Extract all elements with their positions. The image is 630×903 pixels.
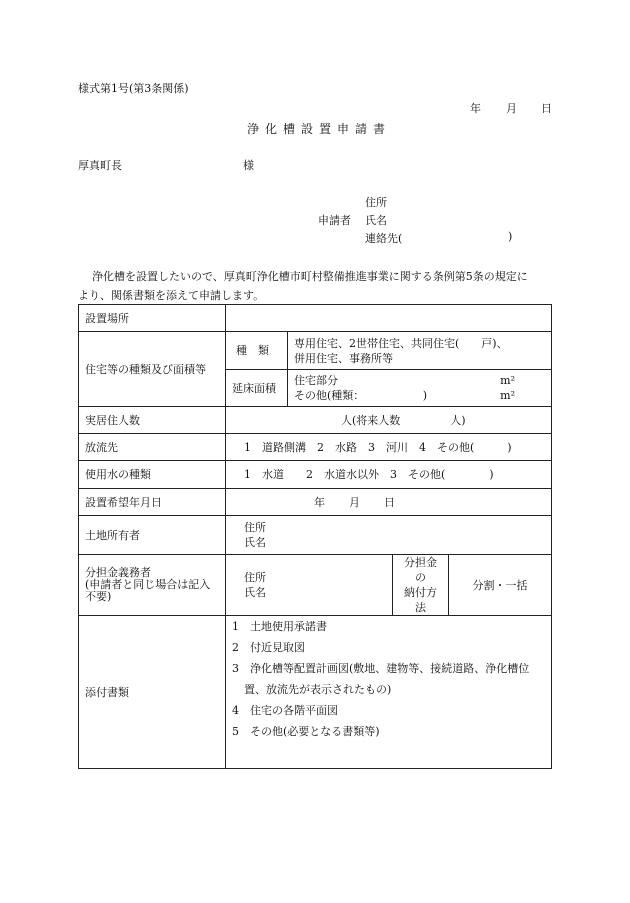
date-year-label: 年 xyxy=(470,102,481,115)
residents-value-cell[interactable] xyxy=(226,407,552,434)
water-value[interactable]: 1 水道 2 水道水以外 3 その他( ) xyxy=(226,461,552,489)
payer-label-1: 分担金義務者 xyxy=(85,566,151,579)
attachment-item: 3 浄化槽等配置計画図(敷地、建物等、接続道路、浄化槽位 xyxy=(232,662,530,675)
payer-label-3: 不要) xyxy=(85,590,112,603)
addressee-name: 厚真町長 xyxy=(78,159,122,172)
location-label: 設置場所 xyxy=(79,305,226,332)
floor-other: その他(種類： xyxy=(294,389,359,402)
applicant-contact-close: ) xyxy=(508,230,513,243)
addressee-honorific: 様 xyxy=(243,159,254,172)
owner-value-cell[interactable] xyxy=(226,516,552,555)
date-month: 月 xyxy=(349,495,360,509)
date-day: 日 xyxy=(384,495,395,509)
residents-label: 実居住人数 xyxy=(79,407,226,434)
row-land-owner xyxy=(79,516,552,555)
attachment-item: 5 その他(必要となる書類等) xyxy=(232,725,380,738)
row-payer xyxy=(79,555,552,616)
application-table xyxy=(78,304,552,769)
row-type-kind xyxy=(79,332,552,370)
kind-label: 種 類 xyxy=(236,344,269,357)
residents-close: 人) xyxy=(450,413,466,427)
row-discharge xyxy=(79,434,552,461)
row-attachments xyxy=(79,616,552,769)
residents-value: 人(将来人数 xyxy=(341,413,401,427)
applicant-label: 申請者 xyxy=(318,214,351,227)
kind-value-2: 併用住宅、事務所等 xyxy=(294,351,393,365)
location-field[interactable] xyxy=(226,305,552,332)
applicant-contact-label: 連絡先( xyxy=(365,232,403,245)
attachment-item: 4 住宅の各階平面図 xyxy=(232,704,338,717)
kind-label-cell xyxy=(226,332,288,370)
discharge-label: 放流先 xyxy=(79,434,226,461)
floor-house: 住宅部分 xyxy=(294,374,338,387)
row-residents xyxy=(79,407,552,434)
applicant-address-label: 住所 xyxy=(365,196,387,209)
water-label: 使用水の種類 xyxy=(79,461,226,489)
floor-other-close: ) xyxy=(422,389,428,402)
payer-value-cell[interactable] xyxy=(226,555,393,616)
date-year: 年 xyxy=(314,495,325,509)
payment-method-label-2: 納付方法 xyxy=(404,586,437,614)
payment-method-label-cell xyxy=(393,555,449,616)
floor-label: 延床面積 xyxy=(226,370,288,407)
payer-label-cell xyxy=(79,555,226,616)
intro-line-2: より、関係書類を添えて申請します。 xyxy=(78,289,265,302)
payment-method-value[interactable]: 分割・一括 xyxy=(449,555,552,616)
row-desired-date xyxy=(79,489,552,516)
intro-line-1: 浄化槽を設置したいので、厚真町浄化槽市町村整備推進事業に関する条例第5条の規定に xyxy=(92,270,528,283)
row-water xyxy=(79,461,552,489)
attachments-label: 添付書類 xyxy=(79,616,226,769)
kind-value-1: 専用住宅、2世帯住宅、共同住宅( 戸)、 xyxy=(294,336,508,350)
payer-label-2: (申請者と同じ場合は記入 xyxy=(85,578,211,591)
owner-name: 氏名 xyxy=(244,536,266,549)
form-number: 様式第1号(第3条関係) xyxy=(78,82,189,95)
owner-address: 住所 xyxy=(244,521,266,534)
attachment-item: 1 土地使用承諾書 xyxy=(232,620,327,633)
owner-label: 土地所有者 xyxy=(79,516,226,555)
type-area-label: 住宅等の種類及び面積等 xyxy=(79,332,226,407)
floor-value-cell[interactable] xyxy=(288,370,552,407)
payer-address: 住所 xyxy=(244,571,266,584)
applicant-name-label: 氏名 xyxy=(365,214,387,227)
row-location xyxy=(79,305,552,332)
floor-house-unit: m² xyxy=(500,374,515,387)
attachments-list xyxy=(226,616,552,769)
kind-value-cell[interactable] xyxy=(288,332,552,370)
document-title: 浄化槽設置申請書 xyxy=(247,122,392,136)
date-value-cell[interactable] xyxy=(226,489,552,516)
payer-name: 氏名 xyxy=(244,586,266,599)
attachment-item: 置、放流先が表示されたもの) xyxy=(244,683,392,696)
date-day-label: 日 xyxy=(541,102,552,115)
attachment-item: 2 付近見取図 xyxy=(232,641,305,654)
date-label: 設置希望年月日 xyxy=(79,489,226,516)
payment-method-label-1: 分担金の xyxy=(404,556,437,584)
date-month-label: 月 xyxy=(506,102,517,115)
discharge-value[interactable]: 1 道路側溝 2 水路 3 河川 4 その他( ) xyxy=(226,434,552,461)
floor-other-unit: m² xyxy=(500,389,515,402)
